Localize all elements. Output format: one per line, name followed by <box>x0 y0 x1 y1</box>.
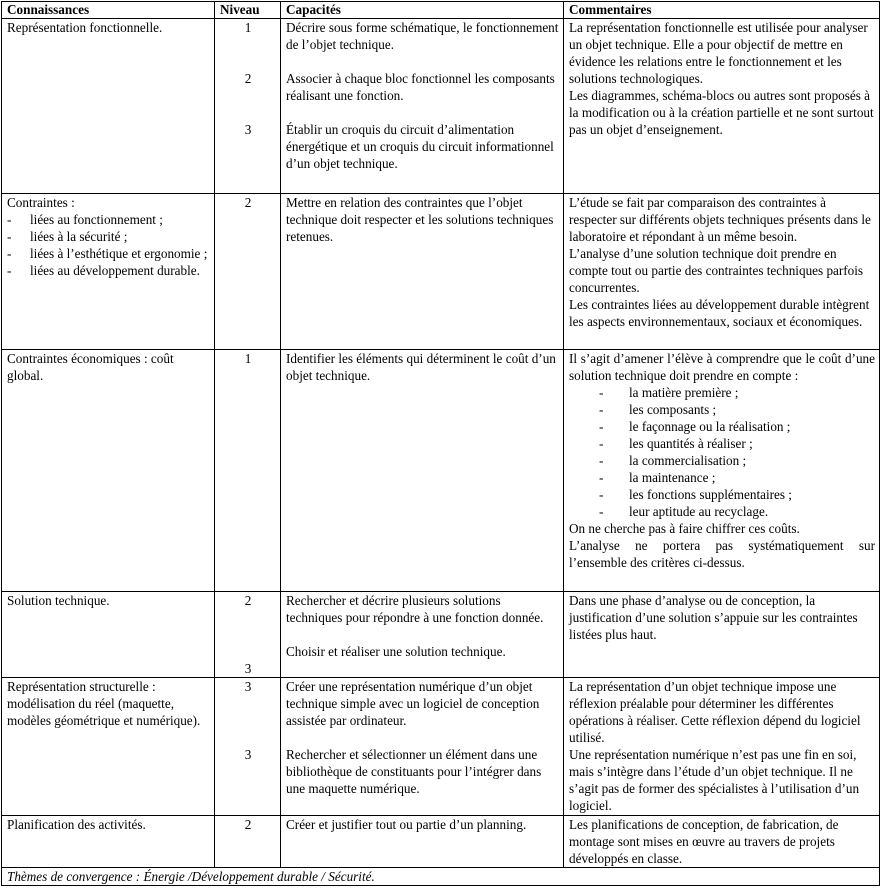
level-cell <box>215 19 281 194</box>
comment-text: Dans une phase d’analyse ou de conception, la justification d’une solution s’appuie sur les contraintes listées plus haut. <box>569 593 858 642</box>
comments-cell <box>564 350 880 592</box>
list-item: - la commercialisation ; <box>569 452 875 469</box>
level-value: 3 <box>244 679 252 694</box>
table-row <box>2 816 880 868</box>
cost-factors-list <box>569 384 875 520</box>
capacities-cell <box>281 592 564 678</box>
capacity-text: Créer une représentation numérique d’un objet technique simple avec un logiciel de conception assistée par ordinateur. <box>286 679 540 728</box>
capacities-cell <box>281 19 564 194</box>
curriculum-table <box>1 1 880 886</box>
list-item: - les fonctions supplémentaires ; <box>569 486 875 503</box>
list-item: - les quantités à réaliser ; <box>569 435 875 452</box>
comment-text: La représentation d’un objet technique impose une réflexion préalable pour déterminer les différentes opérations à réaliser. Cette réflexion dépend du logiciel utilisé. <box>569 679 861 745</box>
comment-text: Une représentation numérique n’est pas une fin en soi, mais s’intègre dans l’étude d’un objet technique. Il ne s’agit pas de former des spécialistes à l’utilisation d’un logiciel. <box>569 747 860 813</box>
knowledge-text: Représentation structurelle : modélisation du réel (maquette, modèles géométrique et numérique). <box>7 679 201 728</box>
knowledge-text: Contraintes économiques : coût global. <box>7 351 174 383</box>
capacity-text: Choisir et réaliser une solution technique. <box>286 644 506 659</box>
capacity-text: Décrire sous forme schématique, le fonctionnement de l’objet technique. <box>286 20 559 52</box>
comment-text: Les planifications de conception, de fabrication, de montage sont mises en œuvre au travers de projets développés en classe. <box>569 817 839 866</box>
header-capacities: Capacités <box>281 2 564 19</box>
convergence-themes: Thèmes de convergence : Énergie /Développement durable / Sécurité. <box>7 869 375 884</box>
list-item: - liées au développement durable. <box>7 262 210 279</box>
comment-text: Les diagrammes, schéma-blocs ou autres sont proposés à la modification ou à la création partielle et ne sont surtout pas un objet d’enseignement. <box>569 88 874 137</box>
level-cell <box>215 194 281 350</box>
capacity-text: Mettre en relation des contraintes que l’objet technique doit respecter et les solutions techniques retenues. <box>286 195 554 244</box>
comment-text: Les contraintes liées au développement durable intègrent les aspects environnementaux, sociaux et économiques. <box>569 297 870 329</box>
level-value: 1 <box>244 351 252 366</box>
list-item: - liées à l’esthétique et ergonomie ; <box>7 245 210 262</box>
list-item: - liées au fonctionnement ; <box>7 211 210 228</box>
knowledge-text: Solution technique. <box>7 593 110 608</box>
capacity-text: Créer et justifier tout ou partie d’un planning. <box>286 817 527 832</box>
table-row <box>2 678 880 816</box>
knowledge-cell <box>2 678 215 816</box>
level-cell <box>215 592 281 678</box>
header-comments: Commentaires <box>564 2 880 19</box>
footer-row <box>2 868 880 886</box>
level-cell <box>215 816 281 868</box>
knowledge-cell <box>2 194 215 350</box>
knowledge-text: Contraintes : <box>7 195 75 210</box>
level-value: 2 <box>244 593 252 608</box>
list-item: - le façonnage ou la réalisation ; <box>569 418 875 435</box>
header-level: Niveau <box>215 2 281 19</box>
comments-cell <box>564 678 880 816</box>
knowledge-text: Planification des activités. <box>7 817 146 832</box>
comments-cell <box>564 816 880 868</box>
comments-cell <box>564 592 880 678</box>
level-value: 3 <box>244 122 252 137</box>
capacity-text: Rechercher et sélectionner un élément dans une bibliothèque de constituants pour l’intégrer dans une maquette numérique. <box>286 747 542 796</box>
comment-text: L’analyse ne portera pas systématiquement sur l’ensemble des critères ci-dessus. <box>569 538 875 570</box>
knowledge-text: Représentation fonctionnelle. <box>7 20 163 35</box>
level-value: 2 <box>244 195 252 210</box>
comment-text: L’analyse d’une solution technique doit prendre en compte tout ou partie des contraintes techniques parfois concurrentes. <box>569 246 864 295</box>
knowledge-cell <box>2 816 215 868</box>
comment-text: On ne cherche pas à faire chiffrer ces coûts. <box>569 521 800 536</box>
knowledge-cell <box>2 19 215 194</box>
level-value: 1 <box>244 20 252 35</box>
comment-text: La représentation fonctionnelle est utilisée pour analyser un objet technique. Elle a pour objectif de mettre en évidence les relations entre le fonctionnement et les solutions technologiques. <box>569 20 868 86</box>
list-item: - la maintenance ; <box>569 469 875 486</box>
header-knowledge: Connaissances <box>2 2 215 19</box>
capacities-cell <box>281 194 564 350</box>
comment-text: L’étude se fait par comparaison des contraintes à respecter sur différents objets techniques présents dans le laboratoire et répondant à un même besoin. <box>569 195 871 244</box>
knowledge-cell <box>2 592 215 678</box>
capacities-cell <box>281 678 564 816</box>
level-value: 2 <box>244 817 252 832</box>
comment-text: Il s’agit d’amener l’élève à comprendre que le coût d’une solution technique doit prendre en compte : <box>569 351 875 383</box>
level-value: 3 <box>244 661 252 676</box>
list-item: - liées à la sécurité ; <box>7 228 210 245</box>
level-cell <box>215 678 281 816</box>
level-value: 2 <box>244 71 252 86</box>
list-item: - les composants ; <box>569 401 875 418</box>
knowledge-cell <box>2 350 215 592</box>
capacities-cell <box>281 816 564 868</box>
capacity-text: Associer à chaque bloc fonctionnel les composants réalisant une fonction. <box>286 71 555 103</box>
list-item: - la matière première ; <box>569 384 875 401</box>
capacity-text: Rechercher et décrire plusieurs solutions techniques pour répondre à une fonction donnée. <box>286 593 544 625</box>
table-row <box>2 19 880 194</box>
comments-cell <box>564 194 880 350</box>
constraints-list <box>7 211 210 279</box>
comments-cell <box>564 19 880 194</box>
level-value: 3 <box>244 747 252 762</box>
level-cell <box>215 350 281 592</box>
table-row <box>2 592 880 678</box>
capacity-text: Établir un croquis du circuit d’alimentation énergétique et un croquis du circuit informationnel d’un objet technique. <box>286 122 554 171</box>
footer-cell <box>2 868 880 886</box>
capacities-cell <box>281 350 564 592</box>
header-row <box>2 2 880 19</box>
capacity-text: Identifier les éléments qui déterminent le coût d’un objet technique. <box>286 351 556 383</box>
list-item: - leur aptitude au recyclage. <box>569 503 875 520</box>
table-row <box>2 194 880 350</box>
table-row <box>2 350 880 592</box>
